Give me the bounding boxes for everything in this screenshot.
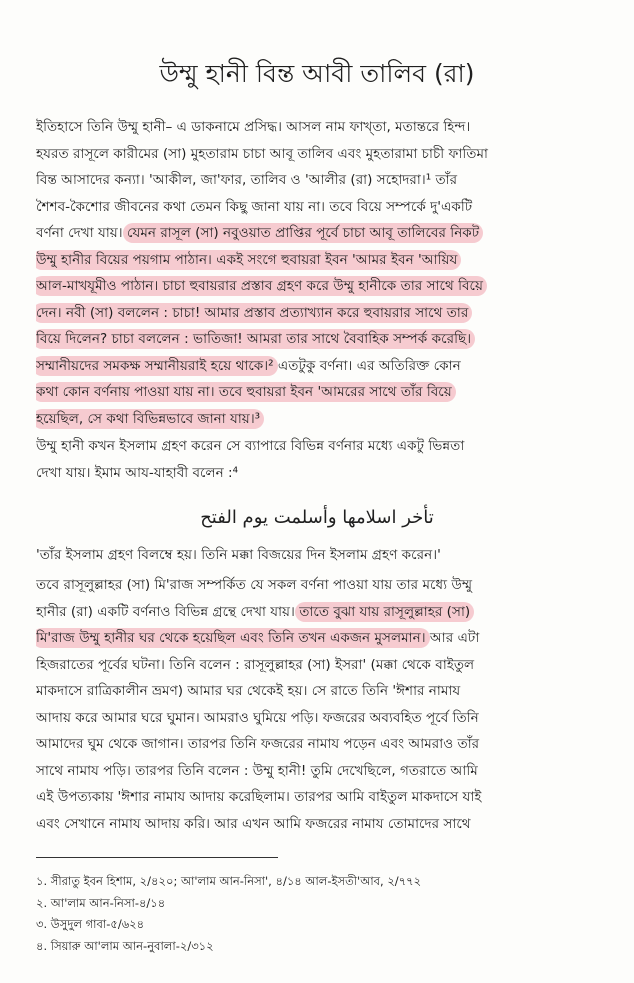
text-line: এবং সেখানে নামায আদায় করি। আর এখন আমি ফজরের নামায তোমাদের সাথে — [36, 815, 471, 832]
text-line — [36, 326, 608, 353]
text-line: হযরত রাসূলে কারীমের (সা) মুহতারাম চাচা আবূ তালিব এবং মুহতারামা চাচী ফাতিমা — [36, 145, 488, 162]
text-line — [36, 247, 608, 274]
text-line — [36, 300, 608, 327]
text-line: এই উপত্যকায় 'ঈশার নামায আদায় করেছিলাম। তারপর আমি বাইতুল মাকদাসে যাই — [36, 789, 482, 805]
highlighted-text: বিয়ে দিলেন? চাচা বললেন : ভাতিজা! আমরা তার সাথে বৈবাহিক সম্পর্ক করেছি। — [36, 329, 475, 349]
paragraph-intro — [36, 114, 608, 432]
highlighted-text: যেমন রাসূল (সা) নবুওয়াত প্রাপ্তির পূর্বে চাচা আবূ তালিবের নিকট — [123, 223, 483, 243]
highlighted-text: কথা কোন বর্ণনায় পাওয়া যায় না। তবে হুবায়রা ইবন 'আমরের সাথে তাঁর বিয়ে — [36, 382, 456, 402]
text-line — [36, 625, 608, 652]
text-line: ইতিহাসে তিনি উম্মু হানী– এ ডাকনামে প্রসিদ্ধ। আসল নাম ফাখ্তা, মতান্তরে হিন্দ। — [36, 119, 471, 135]
paragraph-conversion — [36, 433, 608, 486]
text-line: শৈশব-কৈশোর জীবনের কথা তেমন কিছু জানা যায় না। তবে বিয়ে সম্পর্কে দু'একটি — [36, 198, 473, 215]
footnotes — [36, 871, 596, 957]
quote-translation — [36, 542, 608, 569]
text-line: দেখা যায়। ইমাম আয-যাহাবী বলেন :⁴ — [36, 464, 239, 481]
text-segment: আর এটা — [425, 630, 480, 646]
text-line: হিজরাতের পূর্বের ঘটনা। তিনি বলেন : রাসূলুল্লাহর (সা) ইসরা' (মক্কা থেকে বাইতুল — [36, 656, 475, 673]
footnote-item: ৪. সিয়ারু আ'লাম আন-নুবালা-২/৩১২ — [36, 938, 214, 953]
text-line: বিন্ত আসাদের কন্যা। 'আকীল, জা'ফার, তালিব ও 'আলীর (রা) সহোদরা।¹ তাঁর — [36, 172, 458, 188]
text-segment: বর্ণনা দেখা যায়। — [36, 225, 127, 241]
highlighted-text: আল-মাখযূমীও পাঠান। চাচা হুবায়রার প্রস্তাব গ্রহণ করে উম্মু হানীকে তার সাথে বিয়ে — [36, 276, 487, 296]
footnote-item: ৩. উসুদুল গাবা-৫/৬২৪ — [36, 917, 145, 931]
text-line: সাথে নামায পড়ি। তারপর তিনি বলেন : উম্মু হানী! তুমি দেখেছিলে, গতরাতে আমি — [36, 762, 478, 779]
arabic-quote: تأخر اسلامها وأسلمت يوم الفتح — [200, 507, 434, 528]
text-segment: হানীর (রা) একটি বর্ণনাও বিভিন্ন গ্রন্থে দেখা যায়। — [36, 603, 300, 620]
paragraph-miraj — [36, 572, 608, 837]
text-line — [36, 220, 608, 247]
highlighted-text: দেন। নবী (সা) বললেন : চাচা! আমার প্রস্তাব প্রত্যাখ্যান করে হুবায়রার সাথে তার — [36, 303, 472, 323]
text-line: 'তাঁর ইসলাম গ্রহণ বিলম্বে হয়। তিনি মক্কা বিজয়ের দিন ইসলাম গ্রহণ করেন।' — [36, 547, 441, 563]
text-line: উম্মু হানী কখন ইসলাম গ্রহণ করেন সে ব্যাপারে বিভিন্ন বর্ণনার মধ্যে একটু ভিন্নতা — [36, 438, 465, 454]
text-line — [36, 273, 608, 300]
text-line: তবে রাসূলুল্লাহর (সা) মি'রাজ সম্পর্কিত যে সকল বর্ণনা পাওয়া যায় তার মধ্যে উম্মু — [36, 577, 473, 593]
text-line: আদায় করে আমার ঘরে ঘুমান। আমরাও ঘুমিয়ে পড়ি। ফজরের অব্যবহিত পূর্বে তিনি — [36, 709, 479, 726]
text-line — [36, 406, 608, 433]
footnote-divider — [36, 857, 278, 858]
text-segment: এতটুকু বর্ণনা। এর অতিরিক্ত কোন — [273, 357, 461, 374]
highlighted-text: মি'রাজ উম্মু হানীর ঘর থেকে হয়েছিল এবং তিনি তখন একজন মুসলমান। — [36, 628, 430, 648]
text-line — [36, 379, 608, 406]
chapter-title: উম্মু হানী বিন্ত আবী তালিব (রা) — [159, 59, 475, 88]
text-line — [36, 599, 608, 626]
highlighted-text: সম্মানীয়দের সমকক্ষ সম্মানীয়রাই হয়ে থাকে।² — [36, 356, 278, 376]
highlighted-text: উম্মু হানীর বিয়ের পয়গাম পাঠান। একই সংগে হুবায়রা ইবন 'আমর ইবন 'আয়িয — [36, 250, 461, 270]
highlighted-text: তাতে বুঝা যায় রাসূলুল্লাহর (সা) — [295, 602, 474, 622]
text-line — [36, 353, 608, 380]
text-line: মাকদাসে রাত্রিকালীন ভ্রমণ) আমার ঘর থেকেই হয়। সে রাতে তিনি 'ঈশার নামায — [36, 683, 461, 699]
footnote-item: ২. আ'লাম আন-নিসা-৪/১৪ — [36, 895, 166, 910]
text-line: আমাদের ঘুম থেকে জাগান। তারপর তিনি ফজরের নামায পড়েন এবং আমরাও তাঁর — [36, 736, 480, 752]
footnote-item: ১. সীরাতু ইবন হিশাম, ২/৪২০; আ'লাম আন-নিসা', ৪/১৪ আল-ইসতী'আব, ২/৭৭২ — [36, 874, 422, 888]
highlighted-text: হয়েছিল, সে কথা বিভিন্নভাবে জানা যায়।³ — [36, 409, 264, 429]
